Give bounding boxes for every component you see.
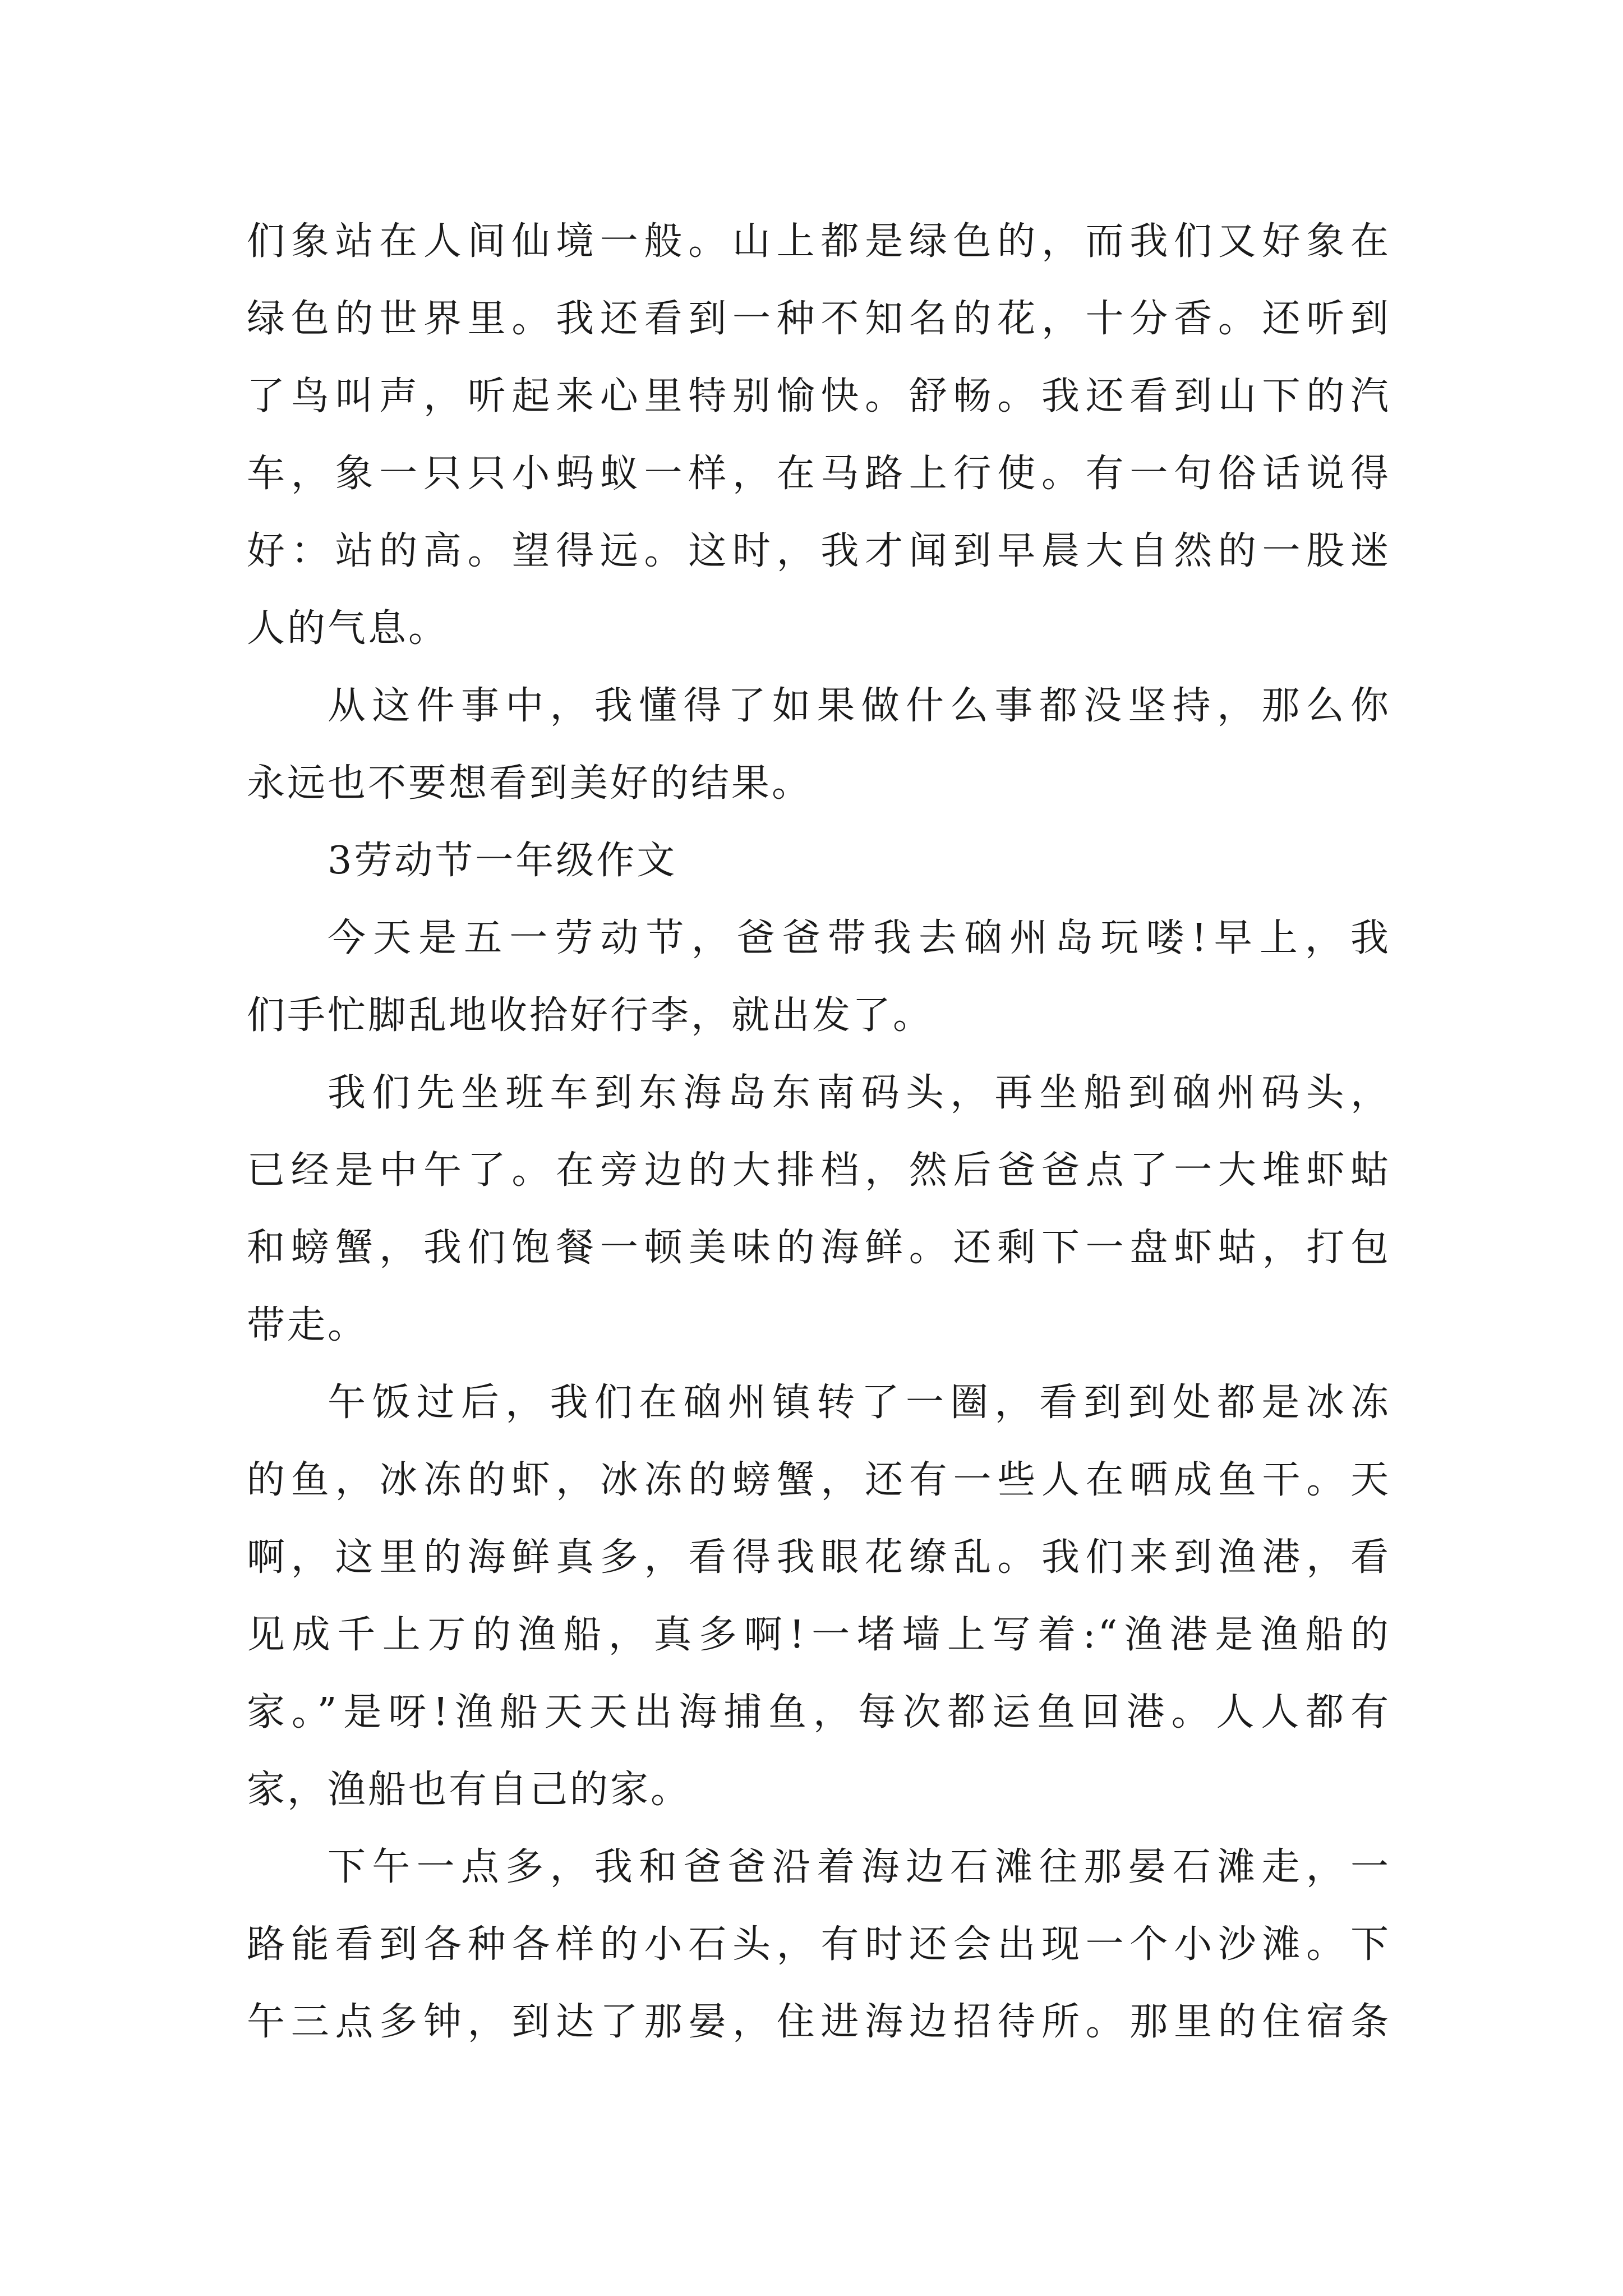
text-line: 见成千上万的渔船，真多啊!一堵墙上写着:“渔港是渔船的	[247, 1613, 1391, 1657]
paragraph	[247, 668, 1391, 822]
text-line: 和螃蟹，我们饱餐一顿美味的海鲜。还剩下一盘虾蛄，打包	[247, 1226, 1391, 1270]
text-line: 下午一点多，我和爸爸沿着海边石滩往那晏石滩走，一	[328, 1845, 1391, 1889]
paragraph	[247, 203, 1391, 668]
text-line: 人的气息。	[247, 606, 449, 651]
section-heading	[247, 822, 1391, 900]
text-line: 绿色的世界里。我还看到一种不知名的花，十分香。还听到	[247, 297, 1391, 341]
text-line: 带走。	[247, 1303, 368, 1347]
text-line: 们手忙脚乱地收拾好行李，就出发了。	[247, 993, 934, 1038]
text-line: 午三点多钟，到达了那晏，住进海边招待所。那里的住宿条	[247, 2000, 1391, 2044]
text-line: 啊，这里的海鲜真多，看得我眼花缭乱。我们来到渔港，看	[247, 1535, 1391, 1580]
paragraph	[247, 1364, 1391, 1829]
text-line: 路能看到各种各样的小石头，有时还会出现一个小沙滩。下	[247, 1922, 1391, 1967]
text-line: 的鱼，冰冻的虾，冰冻的螃蟹，还有一些人在晒成鱼干。天	[247, 1458, 1391, 1502]
text-line: 永远也不要想看到美好的结果。	[247, 761, 813, 806]
text-line: 已经是中午了。在旁边的大排档，然后爸爸点了一大堆虾蛄	[247, 1148, 1391, 1193]
text-line: 家。”是呀!渔船天天出海捕鱼，每次都运鱼回港。人人都有	[247, 1690, 1391, 1734]
paragraph	[247, 900, 1391, 1055]
text-line: 了鸟叫声，听起来心里特别愉快。舒畅。我还看到山下的汽	[247, 374, 1391, 418]
text-line: 今天是五一劳动节，爸爸带我去硇州岛玩喽!早上，我	[328, 916, 1391, 960]
text-line: 午饭过后，我们在硇州镇转了一圈，看到到处都是冰冻	[328, 1381, 1391, 1425]
text-line: 好：站的高。望得远。这时，我才闻到早晨大自然的一股迷	[247, 529, 1391, 573]
text-line: 们象站在人间仙境一般。山上都是绿色的，而我们又好象在	[247, 219, 1391, 264]
paragraph	[247, 1829, 1391, 2061]
paragraph	[247, 1055, 1391, 1364]
text-line: 从这件事中，我懂得了如果做什么事都没坚持，那么你	[328, 684, 1391, 728]
heading-text: 3劳动节一年级作文	[328, 839, 677, 883]
text-line: 我们先坐班车到东海岛东南码头，再坐船到硇州码头，	[328, 1071, 1391, 1115]
text-line: 家，渔船也有自己的家。	[247, 1768, 691, 1812]
text-line: 车，象一只只小蚂蚁一样，在马路上行使。有一句俗话说得	[247, 452, 1391, 496]
document-body	[247, 203, 1391, 2061]
